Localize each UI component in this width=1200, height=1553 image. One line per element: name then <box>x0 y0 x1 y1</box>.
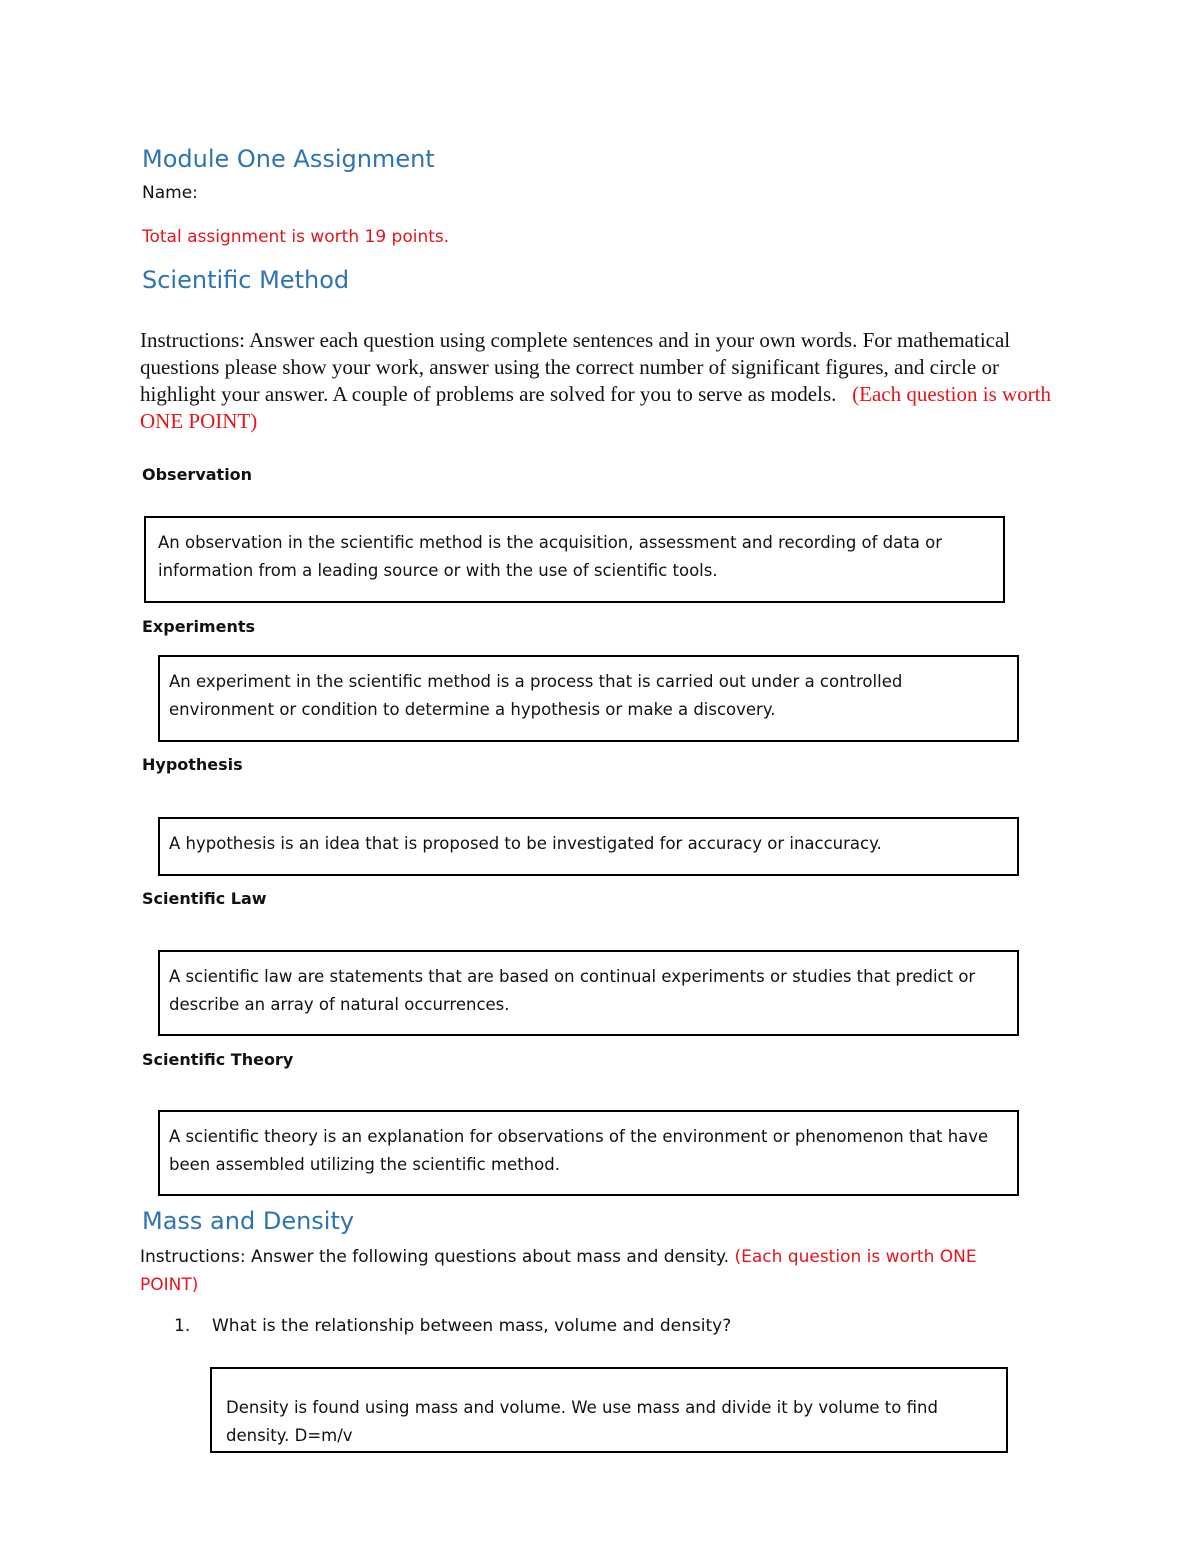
instructions-text: Instructions: Answer each question using complete sentences and in your own words. For mathematical questions please show your work, answer using the correct number of significant figures, and circle or highlight your answer. A couple of problems are solved for you to serve as models. <box>140 328 1011 406</box>
answer-box-observation[interactable] <box>144 516 1005 603</box>
mass-density-points-note: (Each question is worth ONE POINT) <box>140 1247 977 1295</box>
instructions-paragraph <box>140 327 1060 435</box>
answer-box-hypothesis[interactable] <box>158 817 1019 876</box>
answer-text-observation: An observation in the scientific method is the acquisition, assessment and recording of data or information from a leading source or with the use of scientific tools. <box>158 533 942 580</box>
answer-box-experiments[interactable] <box>158 655 1019 742</box>
answer-text-scientific-theory: A scientific theory is an explanation for observations of the environment or phenomenon that have been assembled utilizing the scientific method. <box>169 1127 989 1174</box>
question-number: 1. <box>174 1316 191 1336</box>
page-title: Module One Assignment <box>142 145 435 173</box>
section-heading-scientific-method: Scientific Method <box>142 266 350 294</box>
answer-text-question-1: Density is found using mass and volume. We use mass and divide it by volume to find density. D=m/v <box>226 1398 938 1445</box>
answer-box-scientific-theory[interactable] <box>158 1110 1019 1196</box>
name-label: Name: <box>142 183 198 203</box>
answer-box-question-1[interactable] <box>210 1367 1008 1453</box>
mass-density-instructions-text: Instructions: Answer the following questions about mass and density. <box>140 1247 730 1267</box>
answer-text-scientific-law: A scientific law are statements that are based on continual experiments or studies that predict or describe an array of natural occurrences. <box>169 967 976 1014</box>
question-text: What is the relationship between mass, volume and density? <box>212 1316 732 1336</box>
label-hypothesis: Hypothesis <box>142 755 243 774</box>
label-observation: Observation <box>142 465 253 484</box>
section-heading-mass-density: Mass and Density <box>142 1207 355 1235</box>
label-scientific-law: Scientific Law <box>142 889 267 908</box>
label-scientific-theory: Scientific Theory <box>142 1050 294 1069</box>
answer-text-experiments: An experiment in the scientific method is a process that is carried out under a controlled environment or condition to determine a hypothesis or make a discovery. <box>169 672 903 719</box>
total-points-note: Total assignment is worth 19 points. <box>142 227 450 247</box>
points-note: (Each question is worth ONE POINT) <box>140 382 1051 433</box>
mass-density-instructions <box>140 1243 1020 1299</box>
answer-text-hypothesis: A hypothesis is an idea that is proposed to be investigated for accuracy or inaccuracy. <box>169 834 882 853</box>
answer-box-scientific-law[interactable] <box>158 950 1019 1036</box>
label-experiments: Experiments <box>142 617 256 636</box>
question-1 <box>0 1316 1200 1344</box>
